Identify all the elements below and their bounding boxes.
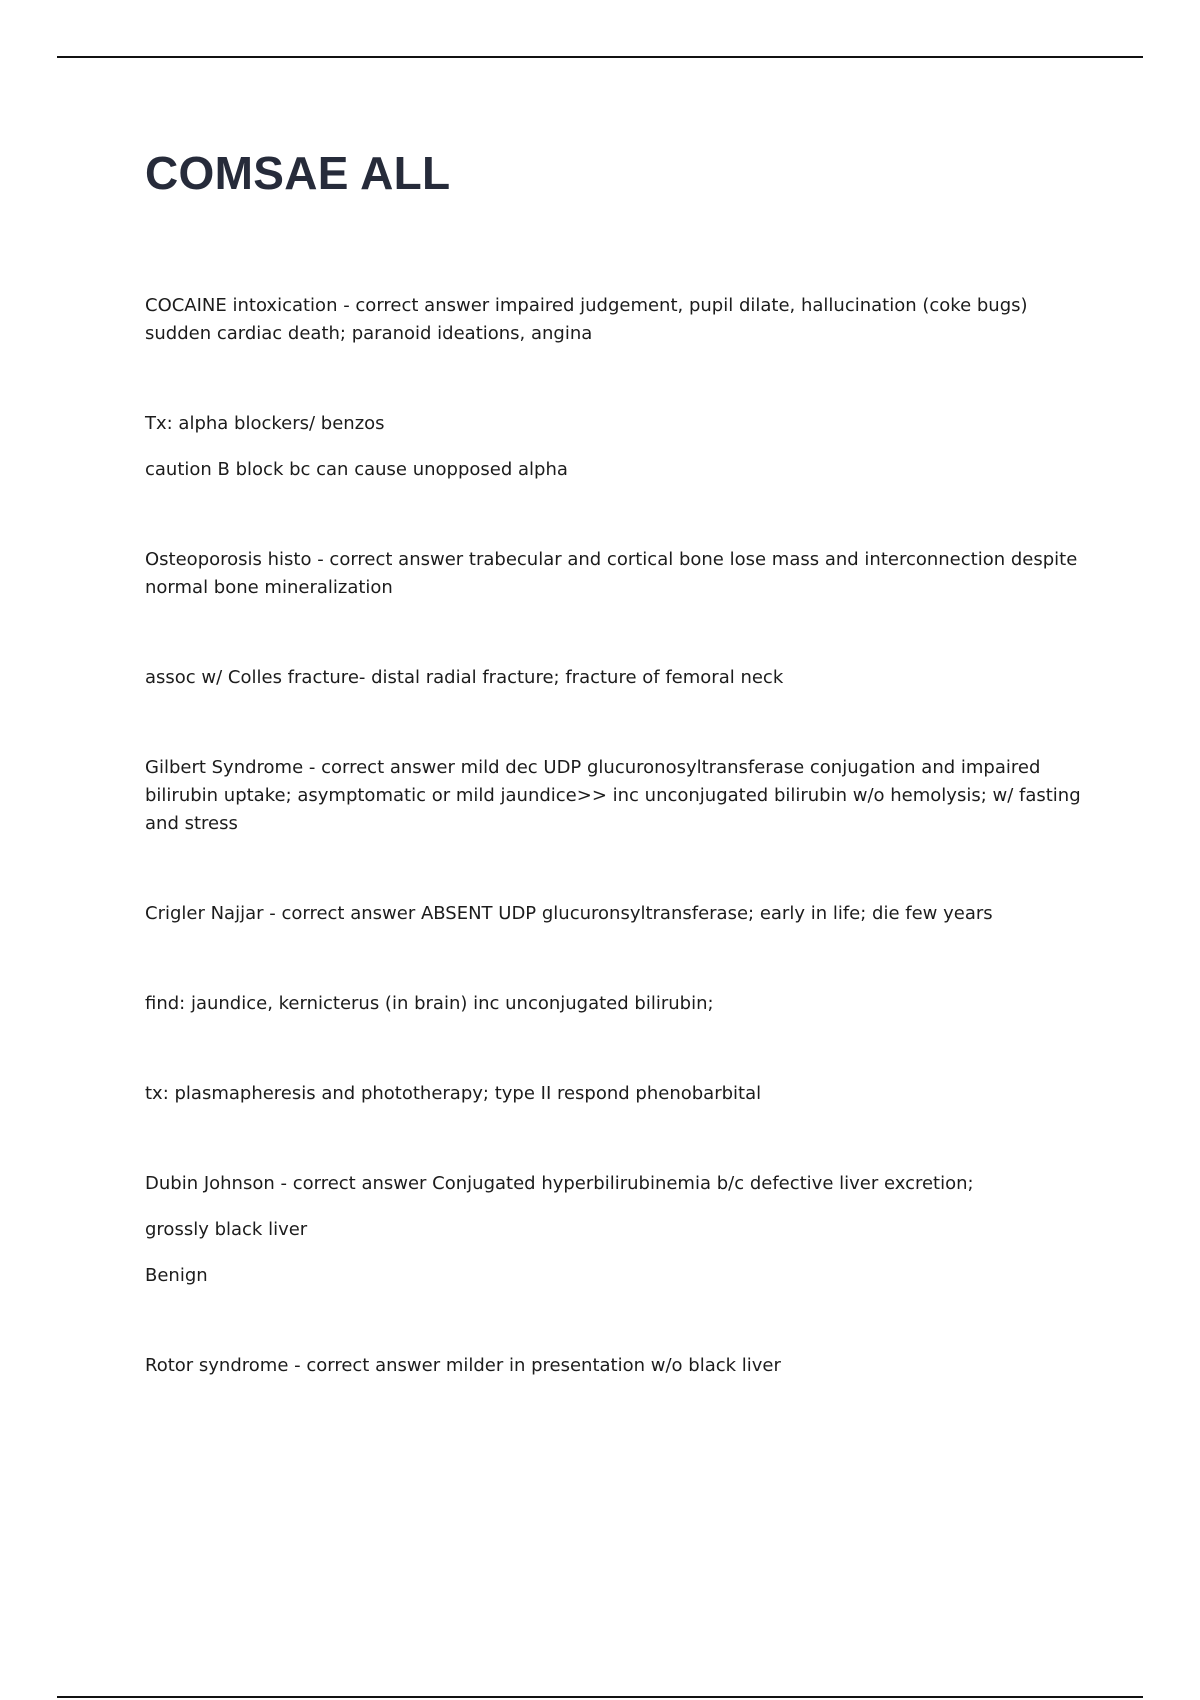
document-title: COMSAE ALL	[145, 147, 451, 199]
note-line: Dubin Johnson - correct answer Conjugated hyperbilirubinemia b/c defective liver excretion;	[145, 1173, 974, 1194]
note-block	[145, 990, 1085, 1018]
note-line: Gilbert Syndrome - correct answer mild dec UDP glucuronosyltransferase conjugation and impaired bilirubin uptake; asymptomatic or mild jaundice>> inc unconjugated bilirubin w/o hemolysis; w/ fasting and stress	[145, 757, 1081, 834]
note-block	[145, 754, 1085, 838]
note-line: Osteoporosis histo - correct answer trabecular and cortical bone lose mass and interconnection despite normal bone mineralization	[145, 549, 1078, 598]
document-body	[145, 292, 1085, 1380]
note-block	[145, 900, 1085, 928]
top-rule	[57, 56, 1143, 58]
note-line: COCAINE intoxication - correct answer impaired judgement, pupil dilate, hallucination (coke bugs) sudden cardiac death; paranoid ideations, angina	[145, 295, 1028, 344]
note-block	[145, 1080, 1085, 1108]
note-line: tx: plasmapheresis and phototherapy; type II respond phenobarbital	[145, 1083, 762, 1104]
bottom-rule	[57, 1696, 1143, 1698]
note-line: assoc w/ Colles fracture- distal radial fracture; fracture of femoral neck	[145, 667, 784, 688]
note-line: Rotor syndrome - correct answer milder in presentation w/o black liver	[145, 1355, 781, 1376]
note-line: caution B block bc can cause unopposed alpha	[145, 459, 568, 480]
note-line: find: jaundice, kernicterus (in brain) inc unconjugated bilirubin;	[145, 993, 714, 1014]
note-block	[145, 410, 1085, 484]
note-line: Benign	[145, 1265, 208, 1286]
note-block	[145, 1352, 1085, 1380]
note-line: Crigler Najjar - correct answer ABSENT UDP glucuronsyltransferase; early in life; die few years	[145, 903, 993, 924]
note-block	[145, 1170, 1085, 1290]
note-block	[145, 292, 1085, 348]
note-line: Tx: alpha blockers/ benzos	[145, 413, 385, 434]
note-block	[145, 546, 1085, 602]
note-block	[145, 664, 1085, 692]
note-line: grossly black liver	[145, 1219, 308, 1240]
